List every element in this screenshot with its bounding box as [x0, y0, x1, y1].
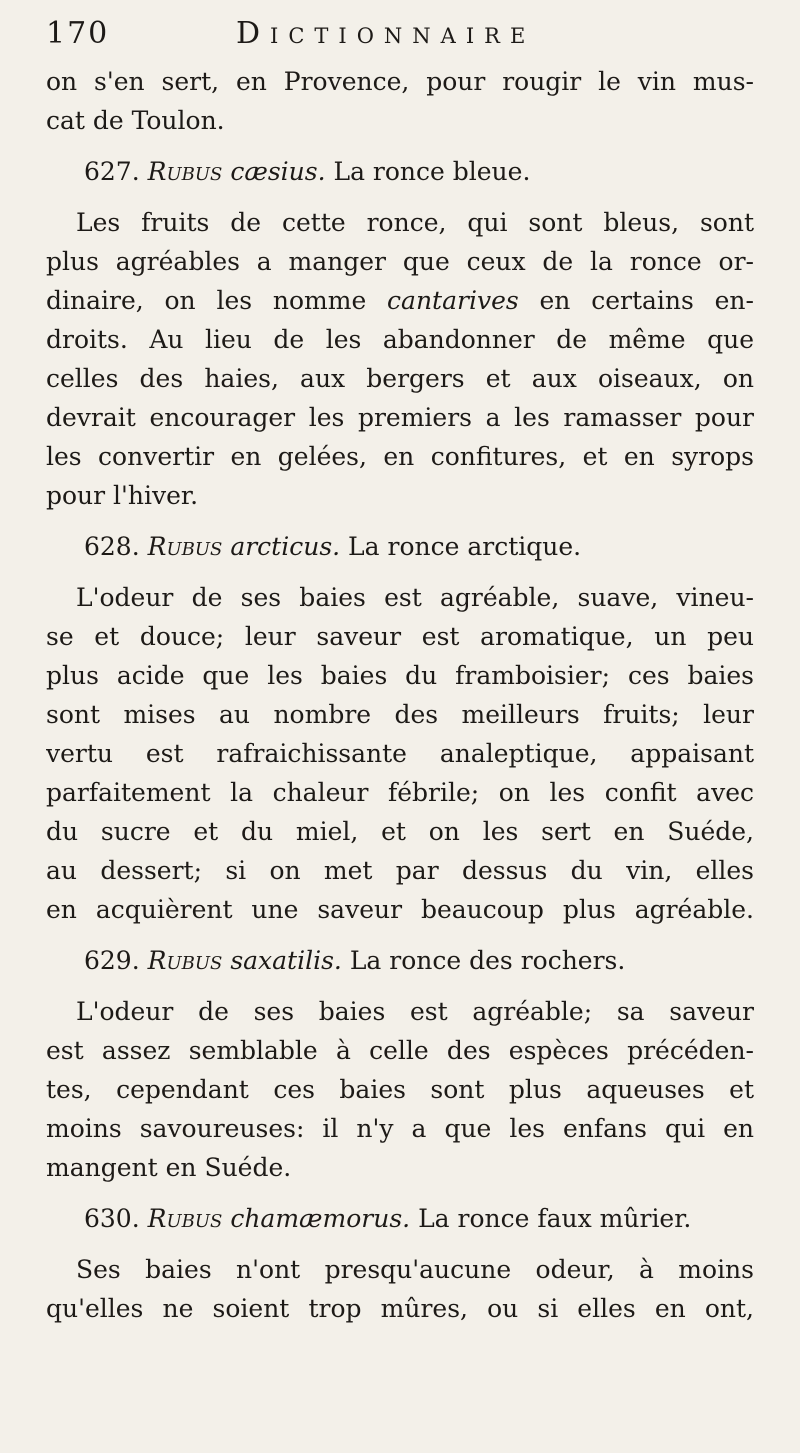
genus-name: Rubus [147, 532, 223, 561]
text-line: cat de Toulon. [46, 106, 225, 135]
genus-name: Rubus [147, 946, 223, 975]
species-name: arcticus. [230, 532, 341, 561]
text-line [46, 281, 754, 320]
text-segment: dinaire, on les nomme [46, 286, 388, 315]
entry-number: 629. [84, 946, 140, 975]
text-line: celles des haies, aux bergers et aux oiseaux, on [46, 364, 754, 393]
text-line: parfaitement la chaleur fébrile; on les confit avec [46, 778, 754, 807]
text-line: droits. Au lieu de les abandonner de même que [46, 325, 754, 354]
entry-heading [46, 527, 754, 566]
text-line: devrait encourager les premiers a les ramasser pour [46, 403, 754, 432]
species-name: saxatilis. [230, 946, 342, 975]
text-line: Les fruits de cette ronce, qui sont bleus, sont [76, 208, 754, 237]
text-line: tes, cependant ces baies sont plus aqueuses et [46, 1075, 754, 1104]
text-line: du sucre et du miel, et on les sert en Suéde, [46, 817, 754, 846]
text-line: en acquièrent une saveur beaucoup plus agréable. [46, 895, 754, 924]
species-name: chamæmorus. [230, 1204, 411, 1233]
text-line: les convertir en gelées, en confitures, et en syrops [46, 442, 754, 471]
text-line: L'odeur de ses baies est agréable; sa saveur [76, 997, 754, 1026]
page-number: 170 [46, 16, 110, 51]
text-line: sont mises au nombre des meilleurs fruits; leur [46, 700, 754, 729]
text-segment: en certains en- [518, 286, 754, 315]
text-line: est assez semblable à celle des espèces précéden- [46, 1036, 754, 1065]
body-text [46, 62, 754, 1328]
italic-term: cantarives [387, 286, 519, 315]
text-line: vertu est rafraichissante analeptique, appaisant [46, 739, 754, 768]
running-header [46, 16, 754, 62]
text-line: se et douce; leur saveur est aromatique, un peu [46, 622, 754, 651]
text-line: mangent en Suéde. [46, 1153, 292, 1182]
text-line: plus acide que les baies du framboisier; ces baies [46, 661, 754, 690]
text-line: moins savoureuses: il n'y a que les enfans qui en [46, 1114, 754, 1143]
entry-number: 628. [84, 532, 140, 561]
text-line: Ses baies n'ont presqu'aucune odeur, à moins [76, 1255, 754, 1284]
entry-heading [46, 941, 754, 980]
entry-number: 627. [84, 157, 140, 186]
common-name: La ronce des rochers. [349, 946, 626, 975]
species-name: cæsius. [230, 157, 326, 186]
entry-number: 630. [84, 1204, 140, 1233]
common-name: La ronce faux mûrier. [418, 1204, 692, 1233]
common-name: La ronce arctique. [348, 532, 582, 561]
text-line: L'odeur de ses baies est agréable, suave, vineu- [76, 583, 754, 612]
common-name: La ronce bleue. [333, 157, 531, 186]
text-line: qu'elles ne soient trop mûres, ou si elles en ont, [46, 1294, 754, 1323]
running-title: Dictionnaire [236, 16, 536, 51]
genus-name: Rubus [147, 157, 223, 186]
text-line: au dessert; si on met par dessus du vin, elles [46, 856, 754, 885]
entry-heading [46, 1199, 754, 1238]
entry-heading [46, 152, 754, 191]
text-line: plus agréables a manger que ceux de la ronce or- [46, 247, 754, 276]
text-line: pour l'hiver. [46, 481, 199, 510]
genus-name: Rubus [147, 1204, 223, 1233]
text-line: on s'en sert, en Provence, pour rougir le vin mus- [46, 67, 754, 96]
